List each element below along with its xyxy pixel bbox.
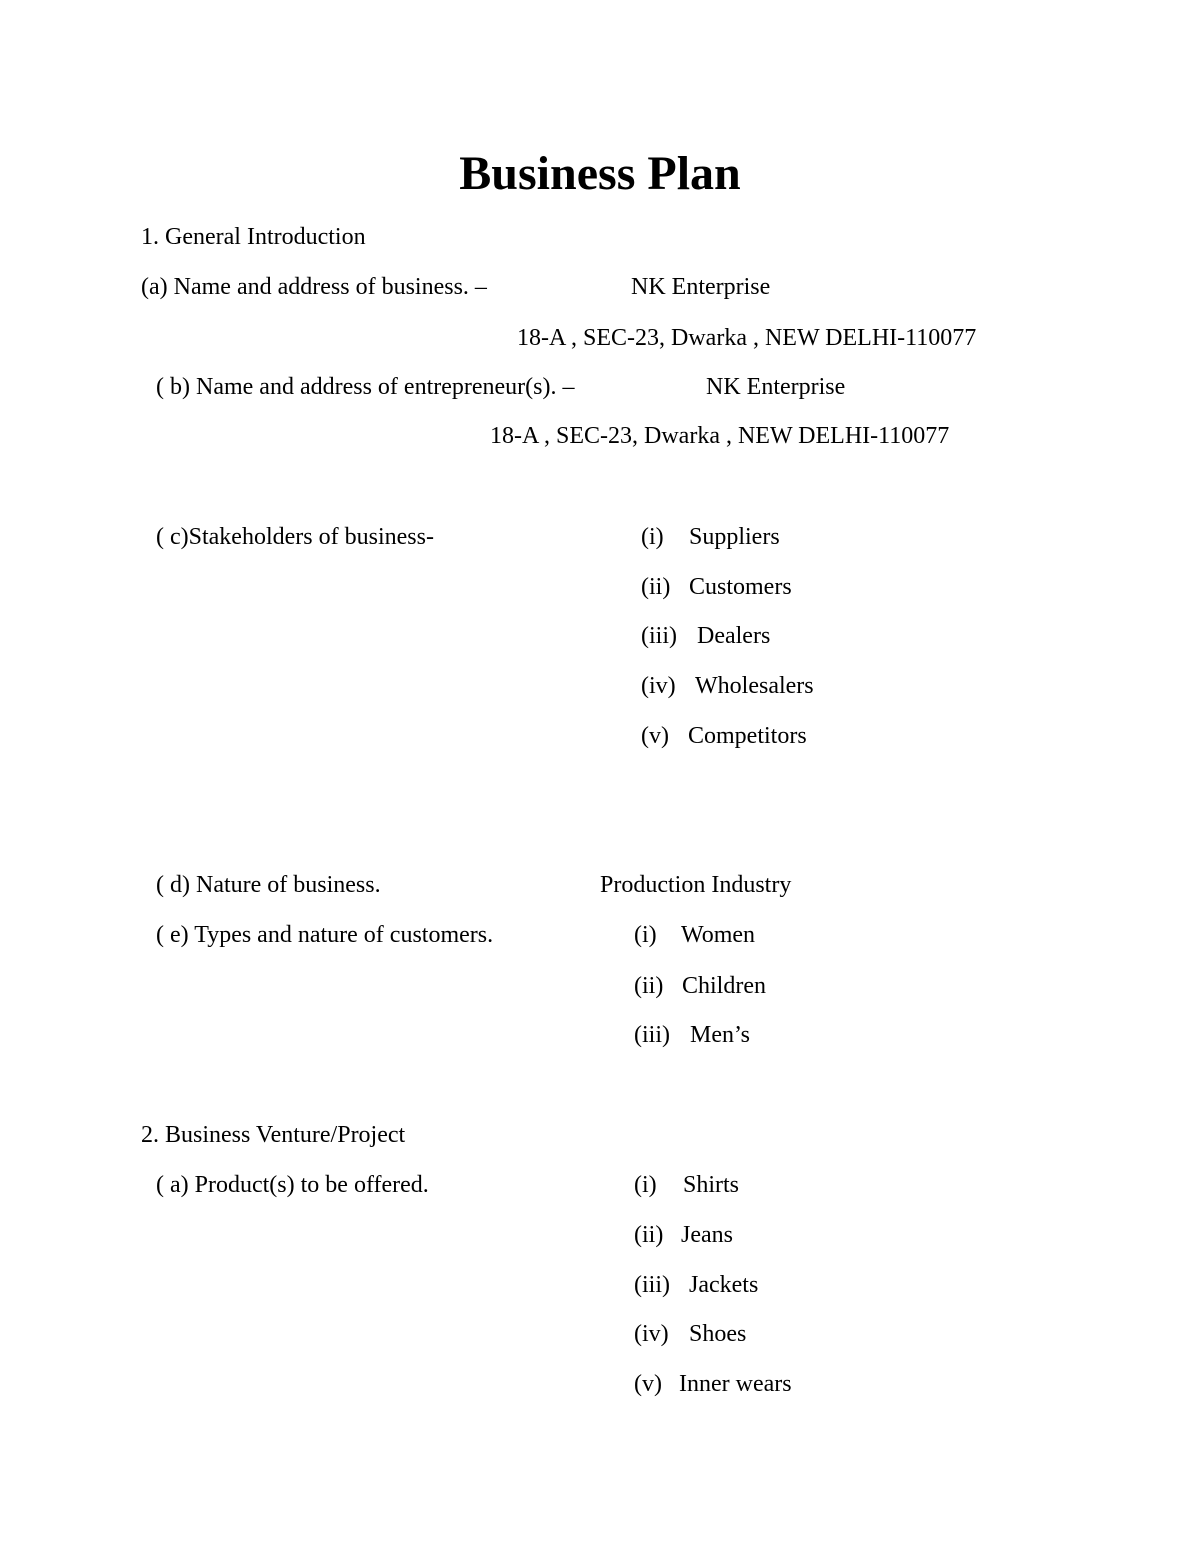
list-item-number: (ii) — [641, 574, 671, 600]
list-item: Inner wears — [679, 1371, 792, 1397]
list-item: Wholesalers — [695, 673, 814, 699]
list-item-number: (iv) — [641, 673, 676, 699]
nature-label: ( d) Nature of business. — [156, 872, 381, 898]
list-item: Shoes — [689, 1321, 747, 1347]
entrepreneur-address-value: 18-A , SEC-23, Dwarka , NEW DELHI-110077 — [490, 423, 950, 449]
list-item: Dealers — [697, 623, 771, 649]
list-item-number: (iii) — [634, 1022, 670, 1048]
products-label: ( a) Product(s) to be offered. — [156, 1172, 429, 1198]
list-item-number: (iii) — [634, 1272, 670, 1298]
business-name-label: (a) Name and address of business. – — [141, 274, 487, 300]
document-title: Business Plan — [459, 147, 741, 200]
list-item: Men’s — [690, 1022, 750, 1048]
list-item: Competitors — [688, 723, 807, 749]
section1-heading: 1. General Introduction — [141, 224, 366, 250]
stakeholders-label: ( c)Stakeholders of business- — [156, 524, 434, 550]
entrepreneur-name-value: NK Enterprise — [706, 374, 846, 400]
entrepreneur-label: ( b) Name and address of entrepreneur(s). – — [156, 374, 575, 400]
section2-heading: 2. Business Venture/Project — [141, 1122, 406, 1148]
list-item: Customers — [689, 574, 792, 600]
list-item-number: (v) — [641, 723, 669, 749]
list-item-number: (ii) — [634, 1222, 664, 1248]
list-item-number: (iv) — [634, 1321, 669, 1347]
list-item: Jackets — [689, 1272, 759, 1298]
business-address-value: 18-A , SEC-23, Dwarka , NEW DELHI-110077 — [517, 325, 977, 351]
list-item-number: (i) — [634, 1172, 657, 1198]
list-item: Shirts — [683, 1172, 740, 1198]
list-item: Women — [681, 922, 756, 948]
list-item: Jeans — [681, 1222, 733, 1248]
list-item: Suppliers — [689, 524, 780, 550]
nature-value: Production Industry — [600, 872, 792, 898]
list-item-number: (ii) — [634, 973, 664, 999]
list-item-number: (v) — [634, 1371, 662, 1397]
list-item: Children — [682, 973, 766, 999]
list-item-number: (i) — [641, 524, 664, 550]
list-item-number: (i) — [634, 922, 657, 948]
customers-label: ( e) Types and nature of customers. — [156, 922, 494, 948]
business-name-value: NK Enterprise — [631, 274, 771, 300]
list-item-number: (iii) — [641, 623, 677, 649]
